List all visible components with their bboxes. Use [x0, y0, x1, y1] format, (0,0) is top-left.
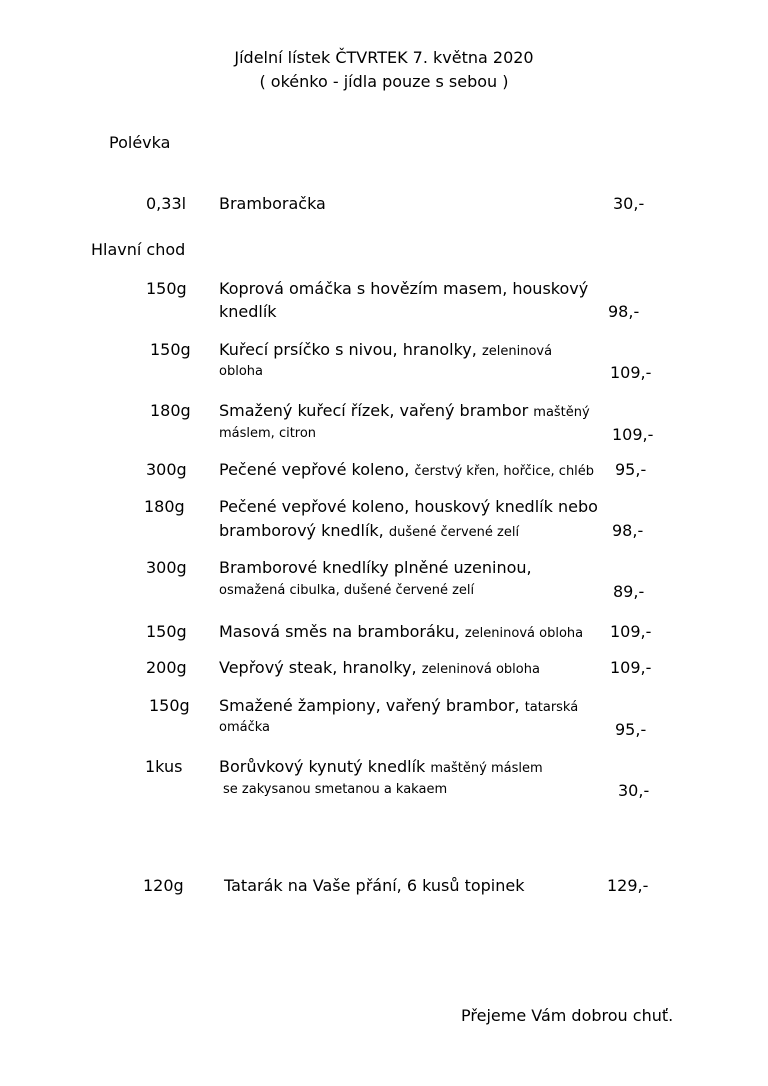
item-portion: 0,33l	[146, 194, 187, 213]
item-portion: 180g	[150, 401, 191, 420]
item-name-line2: knedlík	[219, 302, 277, 321]
item-portion: 300g	[146, 460, 187, 479]
item-portion: 150g	[150, 340, 191, 359]
menu-title: Jídelní lístek ČTVRTEK 7. května 2020	[234, 48, 534, 67]
item-name-line2: máslem, citron	[219, 426, 317, 441]
item-portion: 300g	[146, 558, 187, 577]
item-name-line1: Kuřecí prsíčko s nivou, hranolky, zeleninová	[219, 340, 553, 359]
item-price: 129,-	[607, 876, 649, 895]
item-portion: 1kus	[145, 757, 183, 776]
item-price: 95,-	[615, 720, 647, 739]
item-portion: 120g	[143, 876, 184, 895]
item-name-line2: obloha	[219, 364, 263, 379]
section-heading-soup: Polévka	[109, 133, 171, 152]
item-price: 109,-	[610, 622, 652, 641]
item-price: 30,-	[613, 194, 645, 213]
item-price: 109,-	[610, 658, 652, 677]
item-portion: 150g	[146, 279, 187, 298]
item-price: 109,-	[612, 425, 654, 444]
item-name-line1: Vepřový steak, hranolky, zeleninová obloha	[219, 658, 540, 677]
item-name-line1: Smažený kuřecí řízek, vařený brambor maštěný	[219, 401, 590, 420]
item-price: 89,-	[613, 582, 645, 601]
item-name-line1: Masová směs na bramboráku, zeleninová obloha	[219, 622, 584, 641]
item-name-line2: omáčka	[219, 720, 270, 735]
item-name-line1: Bramborové knedlíky plněné uzeninou,	[219, 558, 532, 577]
item-price: 30,-	[618, 781, 650, 800]
closing-greeting: Přejeme Vám dobrou chuť.	[461, 1006, 674, 1025]
item-name-line1: Koprová omáčka s hovězím masem, houskový	[219, 279, 589, 298]
item-price: 109,-	[610, 363, 652, 382]
item-name-line2: bramborový knedlík, dušené červené zelí	[219, 521, 520, 540]
item-name-line1: Pečené vepřové koleno, houskový knedlík nebo	[219, 497, 598, 516]
item-portion: 150g	[149, 696, 190, 715]
item-price: 98,-	[612, 521, 644, 540]
item-name: Tatarák na Vaše přání, 6 kusů topinek	[224, 876, 525, 895]
item-name-line1: Borůvkový kynutý knedlík maštěný máslem	[219, 757, 543, 776]
item-portion: 200g	[146, 658, 187, 677]
item-name: Bramboračka	[219, 194, 326, 213]
item-name-line1: Pečené vepřové koleno, čerstvý křen, hořčice, chléb	[219, 460, 595, 479]
item-price: 98,-	[608, 302, 640, 321]
item-portion: 150g	[146, 622, 187, 641]
item-portion: 180g	[144, 497, 185, 516]
item-name-line2: osmažená cibulka, dušené červené zelí	[219, 583, 475, 598]
item-name-line1: Smažené žampiony, vařený brambor, tatarská	[219, 696, 579, 715]
item-name-line2: se zakysanou smetanou a kakaem	[223, 782, 448, 797]
item-price: 95,-	[615, 460, 647, 479]
menu-subtitle: ( okénko - jídla pouze s sebou )	[259, 72, 509, 91]
section-heading-main: Hlavní chod	[91, 240, 186, 259]
